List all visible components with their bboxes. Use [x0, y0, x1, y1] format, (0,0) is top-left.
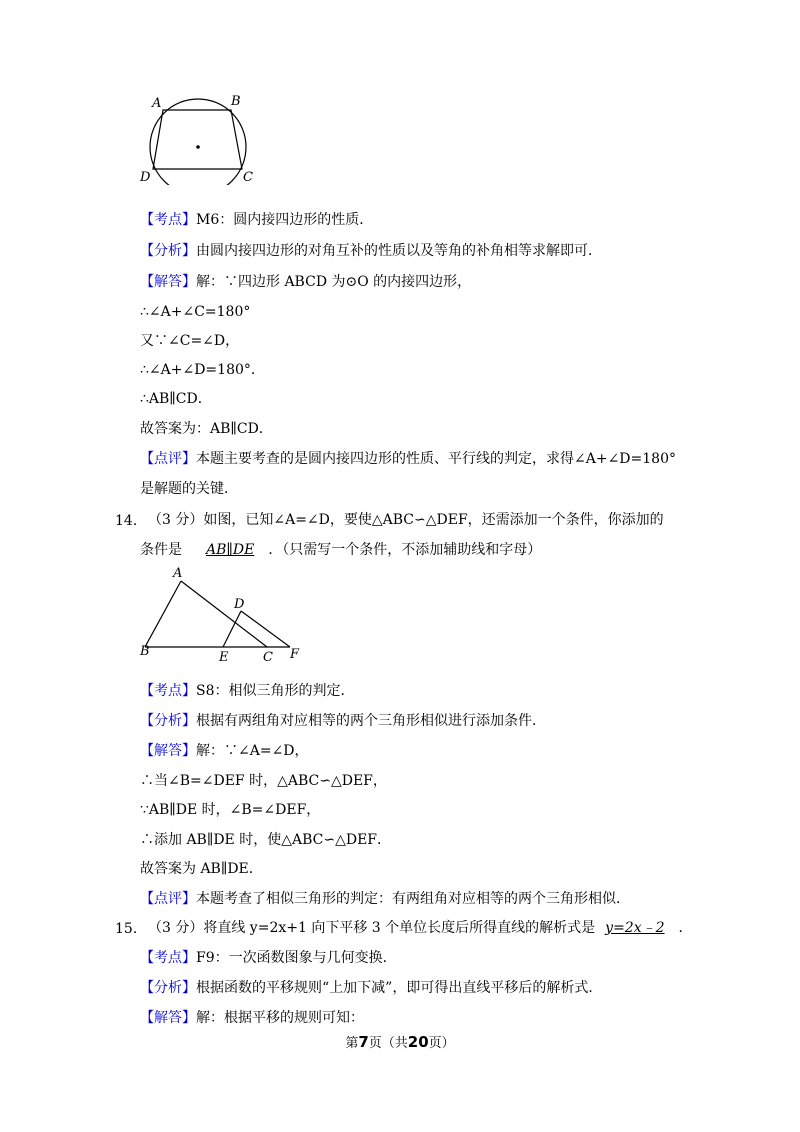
question-15-number: 15．	[115, 921, 147, 937]
label-A2: A	[173, 566, 183, 581]
circle-quadrilateral-figure	[135, 90, 265, 185]
label-B2: B	[140, 644, 150, 659]
page-footer: 第7页（共20页）	[345, 1033, 455, 1051]
dianping-13-cont: 是解题的关键．	[140, 481, 238, 497]
similar-triangles-figure	[135, 563, 310, 668]
jieda-15: 【解答】解：根据平移的规则可知：	[140, 1010, 364, 1026]
solution-13-line-3: 又∵∠C=∠D，	[140, 333, 240, 349]
label-D2: D	[234, 597, 245, 612]
solution-13-line-4: ∴∠A+∠D=180°．	[140, 362, 265, 378]
question-14-stem-2: 条件是 AB∥DE ．（只需写一个条件，不添加辅助线和字母）	[140, 542, 542, 558]
kaodian-14: 【考点】S8：相似三角形的判定．	[140, 683, 355, 699]
solution-13-line-5: ∴AB∥CD．	[140, 391, 212, 407]
label-F2: F	[290, 647, 300, 662]
answer-15: y=2x﹣2	[605, 920, 665, 936]
label-E2: E	[219, 650, 229, 665]
question-14-number: 14．	[115, 513, 147, 529]
kaodian-15: 【考点】F9：一次函数图象与几何变换．	[140, 950, 397, 966]
jieda-14: 【解答】解：∵∠A=∠D，	[140, 743, 309, 759]
kaodian-13: 【考点】M6：圆内接四边形的性质．	[140, 212, 374, 228]
jieda-13: 【解答】解：∵四边形 ABCD 为⊙O 的内接四边形，	[140, 274, 472, 290]
fenxi-15: 【分析】根据函数的平移规则“上加下减”，即可得出直线平移后的解析式．	[140, 980, 603, 996]
solution-13-line-2: ∴∠A+∠C=180°	[140, 304, 251, 320]
solution-14-line-4: ∴添加 AB∥DE 时，使△ABC∽△DEF．	[140, 832, 392, 848]
label-B: B	[231, 94, 241, 109]
answer-14: AB∥DE	[206, 542, 255, 558]
solution-14-line-3: ∵AB∥DE 时，∠B=∠DEF，	[140, 802, 321, 818]
label-C2: C	[263, 650, 273, 665]
question-15-stem: （3 分）将直线 y=2x+1 向下平移 3 个单位长度后所得直线的解析式是 y=2x﹣2 ．	[148, 920, 693, 936]
dianping-14: 【点评】本题考查了相似三角形的判定：有两组角对应相等的两个三角形相似．	[140, 891, 630, 907]
label-D: D	[140, 170, 151, 185]
solution-14-line-5: 故答案为 AB∥DE．	[140, 861, 263, 877]
solution-14-line-2: ∴当∠B=∠DEF 时，△ABC∽△DEF，	[140, 773, 387, 789]
fenxi-14: 【分析】根据有两组角对应相等的两个三角形相似进行添加条件．	[140, 713, 546, 729]
label-C: C	[243, 170, 253, 185]
fenxi-13: 【分析】由圆内接四边形的对角互补的性质以及等角的补角相等求解即可．	[140, 243, 602, 259]
question-14-stem: （3 分）如图，已知∠A=∠D，要使△ABC∽△DEF，还需添加一个条件，你添加的	[148, 512, 664, 528]
label-A: A	[152, 96, 162, 111]
dianping-13: 【点评】本题主要考查的是圆内接四边形的性质、平行线的判定，求得∠A+∠D=180°	[140, 451, 676, 467]
solution-13-line-6: 故答案为：AB∥CD．	[140, 421, 273, 437]
